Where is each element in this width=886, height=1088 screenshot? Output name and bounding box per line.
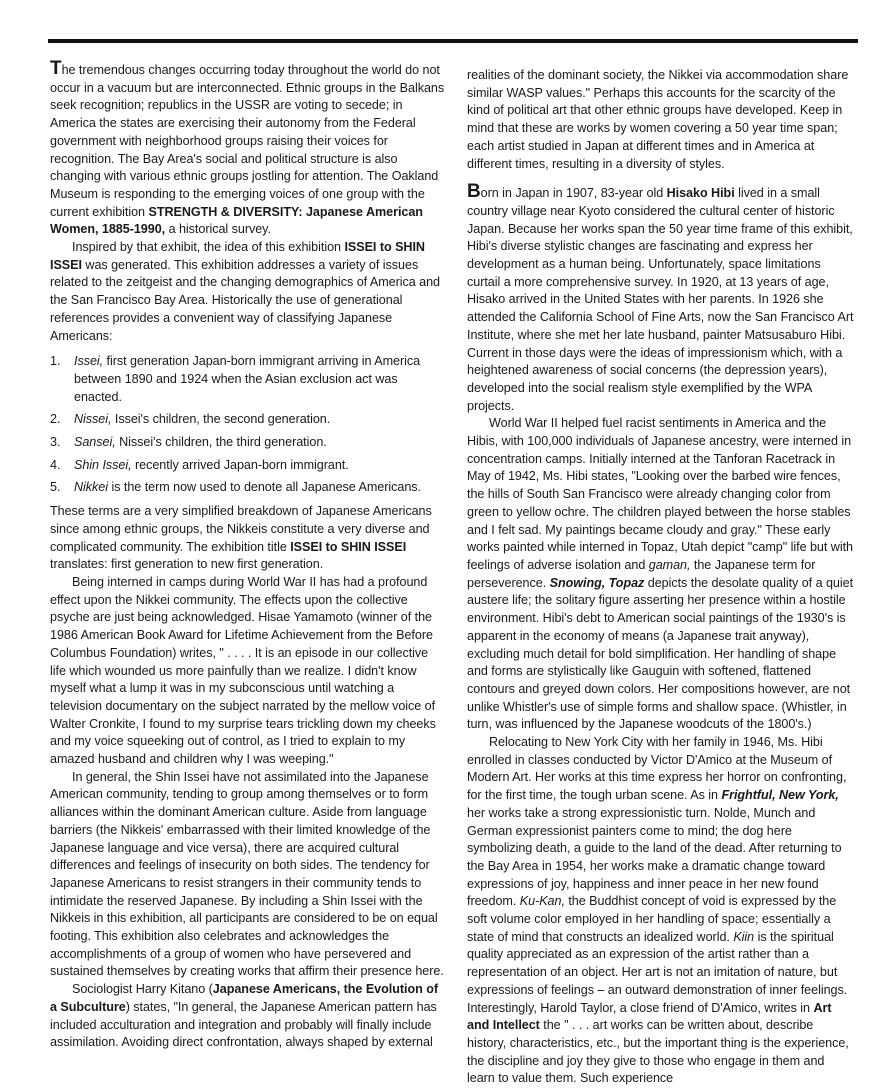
dropcap: B — [467, 181, 481, 203]
right-column — [467, 67, 855, 1088]
paragraph: World War II helped fuel racist sentiments in America and the Hibis, with 100,000 individuals of Japanese ancestry, were interned in concentration camps. Initially interned at the Tanforan Racetrack in May of 1942, Ms. Hibi states, "Looking over the barbed wire fences, the hills of South San Francisco were already changing color from green to yellow ochre. The children played between the horse stables and I felt sad. My paintings became cloudy and gray." These early works painted while interned in Topaz, Utah depict "camp" life but with feelings of adverse isolation and gaman, the Japanese term for perseverence. Snowing, Topaz depicts the desolate quality of a quiet austere life; the solitary figure asserting her presence within a hostile environment. Hibi's debt to American social paintings of the 1930's is apparent in the economy of means (a Japanese trait anyway), excluding much detail for bold simplification. Her handling of shape and forms are stylistically like Gauguin with softened, flattened contours and greyed down colors. Her compositions however, are not unlike Whistler's use of simple forms and shallow space. (Whistler, in turn, was influenced by the Japanese woodcuts of the 1800's.) — [467, 416, 854, 732]
artist-name: Hisako Hibi — [666, 186, 735, 201]
artwork-title: Snowing, Topaz — [549, 575, 645, 590]
book-title: Japanese Americans, the Evolution of a Subculture — [50, 982, 438, 1014]
list-item: 2. Nissei, Issei's children, the second generation. — [50, 412, 331, 427]
intro-paragraph: The tremendous changes occurring today throughout the world do not occur in a vacuum but are interconnected. Ethnic groups in the Balkans seek recognition; republics in the USSR are voting to secede; in America the states are exercising their autonomy from the Federal government with neighborhood groups raising their voices for recognition. The Bay Area's social and political structure is also changing with various ethnic groups jostling for attention. The Oakland Museum is responding to the emerging voices of one group with the current exhibition STRENGTH & DIVERSITY: Japanese American Women, 1885-1990, a historical survey. — [50, 58, 445, 237]
list-item: 5. Nikkei is the term now used to denote all Japanese Americans. — [50, 480, 421, 495]
book-title: Art and Intellect — [467, 1000, 832, 1033]
exhibition-title: STRENGTH & DIVERSITY: Japanese American Women, 1885-1990, — [50, 204, 423, 237]
paragraph: In general, the Shin Issei have not assimilated into the Japanese American community, tending to group among themselves or to form alliances within the dominant American culture. Aside from language barriers (the Nikkeis' embarrassed with their limited knowledge of the Japanese language and vice versa), there are acquired cultural differences and feelings of insecurity on both sides. The tendency for Japanese Americans to resist strangers in their community tends to intimidate the reserved Japanese. By including a Shin Issei with the Nikkeis in this exhibition, all participants are considered to be on equal footing. This exhibition also celebrates and acknowledges the accomplishments of a group of women who have persevered and sustained themselves by creating works that affirm their presence here. — [50, 769, 444, 979]
artwork-title: Frightful, New York, — [721, 788, 839, 803]
paragraph: Inspired by that exhibit, the idea of this exhibition ISSEI to SHIN ISSEI was generated. This exhibition addresses a variety of issues related to the zeitgeist and the changing demographics of America and the San Francisco Bay Area. Historically the use of generational references provides a convenient way of classifying Japanese Americans: — [50, 240, 441, 343]
left-column — [50, 58, 446, 1052]
term: gaman, — [648, 557, 691, 572]
paragraph: Relocating to New York City with her family in 1946, Ms. Hibi enrolled in classes conducted by Victor D'Amico at the Museum of Modern Art. Her works at this time express her horror on confronting, for the first time, the tough urban scene. As in Frightful, New York, her works take a strong expressionistic turn. Nolde, Munch and German expressionist painters come to mind; the dog here symbolizing death, a guide to the land of the dead. After returning to the Bay Area in 1954, her works make a dramatic change toward expressions of joy, happiness and inner peace in her new found freedom. Ku-Kan, the Buddhist concept of void is expressed by the soft volume color employed in her handling of space; essentially a state of mind that constructs an idealized world. Kiin is the spiritual quality appreciated as an expression of the artist rather than a representation of an object. Her art is not an imitation of nature, but expressions of feelings – an outward demonstration of inner feelings. Interestingly, Harold Taylor, a close friend of D'Amico, writes in Art and Intellect the " . . . art works can be written about, describe history, characteristics, etc., but the important thing is the experience, the discipline and joy they give to those who engage in them and learn to value them. Such experience — [467, 735, 849, 1086]
exhibition-title: ISSEI to SHIN ISSEI — [50, 240, 425, 272]
term: Kiin — [733, 929, 755, 944]
list-item: 4. Shin Issei, recently arrived Japan-born immigrant. — [50, 457, 349, 472]
list-item: 3. Sansei, Nissei's children, the third generation. — [50, 435, 327, 450]
artist-paragraph: Born in Japan in 1907, 83-year old Hisako Hibi lived in a small country village near Kyoto considered the cultural center of historic Japan. Because her works span the 50 year time frame of this exhibit, Hibi's diverse stylistic changes are fascinating and express her development as a human being. Unfortunately, space limitations curtail a more comprehensive survey. In 1920, at 13 years of age, Hisako arrived in the United States with her parents. In 1926 she attended the California School of Fine Arts, now the San Francisco Art Institute, where she met her late husband, painter Matsusaburo Hibi. Current in those days were the ideas of impressionism which, with a heightened awareness of social concerns (the depression years), developed into the social realism style exemplified by the WPA projects. — [467, 181, 854, 413]
exhibition-title: ISSEI to SHIN ISSEI — [290, 539, 407, 554]
list-item: 1. Issei, first generation Japan-born immigrant arriving in America between 1890 and 1924 when the Asian exclusion act was enacted. — [50, 354, 421, 404]
paragraph: Sociologist Harry Kitano (Japanese Americans, the Evolution of a Subculture) states, "In general, the Japanese American pattern has included acculturation and integration and probably will finally include assimilation. Avoiding direct confrontation, always shaped by external — [50, 982, 438, 1050]
generation-list — [50, 353, 446, 497]
dropcap: T — [50, 58, 62, 79]
term: Ku-Kan, — [519, 894, 565, 909]
top-rule — [48, 39, 858, 43]
paragraph: These terms are a very simplified breakdown of Japanese Americans since among ethnic groups, the Nikkeis constitute a very diverse and complicated community. The exhibition title ISSEI to SHIN ISSEI translates: first generation to new first generation. — [50, 504, 432, 572]
paragraph: Being interned in camps during World War II has had a profound effect upon the Nikkei community. The effects upon the collective psyche are just being acknowledged. Hisae Yamamoto (winner of the 1986 American Book Award for Lifetime Achievement from the Before Columbus Foundation) writes, " . . . . It is an episode in our collective life which wounded us more painfully than we realize. I didn't know myself what a lump it was in my subconscious until watching a television documentary on the subject narrated by the mellow voice of Walter Cronkite, I found to my surprise tears trickling down my cheeks and my voice squeeking out of control, as I tried to explain to my amazed husband and children why I was weeping." — [50, 574, 436, 767]
paragraph: realities of the dominant society, the Nikkei via accommodation share similar WASP values." Perhaps this accounts for the scarcity of the kind of political art that other ethnic groups have developed. Keep in mind that these are works by women covering a 50 year time span; each artist studied in Japan at different times and in America at different times, resulting in a diversity of styles. — [467, 68, 849, 171]
